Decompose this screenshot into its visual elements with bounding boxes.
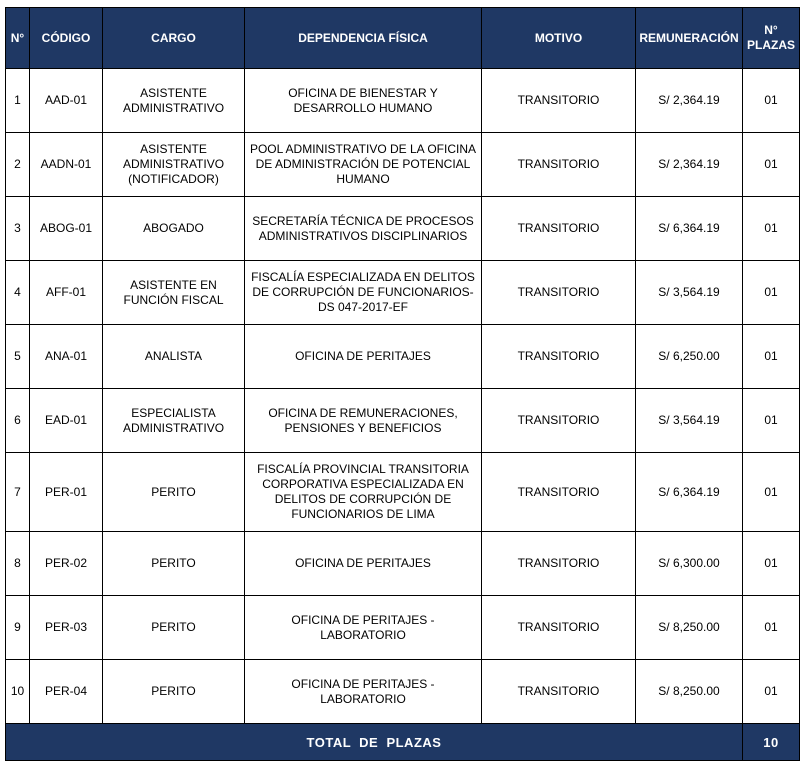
total-label: TOTAL DE PLAZAS bbox=[6, 724, 743, 761]
cell-remuneracion: S/ 8,250.00 bbox=[636, 596, 743, 660]
cell-num: 8 bbox=[6, 532, 30, 596]
cell-motivo: TRANSITORIO bbox=[482, 325, 636, 389]
cell-plazas: 01 bbox=[743, 69, 800, 133]
cell-dependencia: FISCALÍA PROVINCIAL TRANSITORIA CORPORATIVA ESPECIALIZADA EN DELITOS DE CORRUPCIÓN DE FUNCIONARIOS DE LIMA bbox=[245, 453, 482, 532]
cell-num: 6 bbox=[6, 389, 30, 453]
cell-remuneracion: S/ 6,300.00 bbox=[636, 532, 743, 596]
cell-num: 5 bbox=[6, 325, 30, 389]
table-row bbox=[6, 69, 800, 133]
cell-codigo: AADN-01 bbox=[30, 133, 103, 197]
cell-dependencia: OFICINA DE PERITAJES - LABORATORIO bbox=[245, 596, 482, 660]
table-row bbox=[6, 261, 800, 325]
cell-num: 1 bbox=[6, 69, 30, 133]
cell-remuneracion: S/ 2,364.19 bbox=[636, 133, 743, 197]
header-plazas: N° PLAZAS bbox=[743, 8, 800, 69]
cell-cargo: ASISTENTE EN FUNCIÓN FISCAL bbox=[103, 261, 245, 325]
cell-motivo: TRANSITORIO bbox=[482, 69, 636, 133]
cell-remuneracion: S/ 3,564.19 bbox=[636, 261, 743, 325]
header-codigo: CÓDIGO bbox=[30, 8, 103, 69]
cell-remuneracion: S/ 8,250.00 bbox=[636, 660, 743, 724]
cell-cargo: PERITO bbox=[103, 660, 245, 724]
cell-codigo: PER-01 bbox=[30, 453, 103, 532]
cell-cargo: ANALISTA bbox=[103, 325, 245, 389]
cell-dependencia: OFICINA DE PERITAJES bbox=[245, 325, 482, 389]
cell-remuneracion: S/ 6,364.19 bbox=[636, 453, 743, 532]
cell-dependencia: OFICINA DE PERITAJES - LABORATORIO bbox=[245, 660, 482, 724]
cell-plazas: 01 bbox=[743, 532, 800, 596]
cell-num: 10 bbox=[6, 660, 30, 724]
cell-dependencia: OFICINA DE REMUNERACIONES, PENSIONES Y BENEFICIOS bbox=[245, 389, 482, 453]
table-row bbox=[6, 532, 800, 596]
cell-motivo: TRANSITORIO bbox=[482, 261, 636, 325]
cell-codigo: ANA-01 bbox=[30, 325, 103, 389]
total-row bbox=[6, 724, 800, 761]
cell-num: 4 bbox=[6, 261, 30, 325]
cell-cargo: PERITO bbox=[103, 596, 245, 660]
plazas-table bbox=[5, 7, 800, 761]
cell-num: 3 bbox=[6, 197, 30, 261]
cell-plazas: 01 bbox=[743, 325, 800, 389]
table-header-row bbox=[6, 8, 800, 69]
cell-motivo: TRANSITORIO bbox=[482, 133, 636, 197]
header-dependencia: DEPENDENCIA FÍSICA bbox=[245, 8, 482, 69]
cell-codigo: ABOG-01 bbox=[30, 197, 103, 261]
cell-codigo: PER-03 bbox=[30, 596, 103, 660]
cell-remuneracion: S/ 6,250.00 bbox=[636, 325, 743, 389]
cell-cargo: ESPECIALISTA ADMINISTRATIVO bbox=[103, 389, 245, 453]
table-row bbox=[6, 389, 800, 453]
cell-motivo: TRANSITORIO bbox=[482, 389, 636, 453]
cell-codigo: EAD-01 bbox=[30, 389, 103, 453]
cell-motivo: TRANSITORIO bbox=[482, 453, 636, 532]
table-row bbox=[6, 133, 800, 197]
cell-dependencia: OFICINA DE PERITAJES bbox=[245, 532, 482, 596]
cell-cargo: ASISTENTE ADMINISTRATIVO bbox=[103, 69, 245, 133]
cell-dependencia: POOL ADMINISTRATIVO DE LA OFICINA DE ADMINISTRACIÓN DE POTENCIAL HUMANO bbox=[245, 133, 482, 197]
cell-dependencia: SECRETARÍA TÉCNICA DE PROCESOS ADMINISTRATIVOS DISCIPLINARIOS bbox=[245, 197, 482, 261]
table-row bbox=[6, 596, 800, 660]
header-motivo: MOTIVO bbox=[482, 8, 636, 69]
cell-plazas: 01 bbox=[743, 660, 800, 724]
cell-num: 2 bbox=[6, 133, 30, 197]
cell-plazas: 01 bbox=[743, 453, 800, 532]
cell-dependencia: FISCALÍA ESPECIALIZADA EN DELITOS DE CORRUPCIÓN DE FUNCIONARIOS- DS 047-2017-EF bbox=[245, 261, 482, 325]
cell-motivo: TRANSITORIO bbox=[482, 660, 636, 724]
cell-remuneracion: S/ 2,364.19 bbox=[636, 69, 743, 133]
table-row bbox=[6, 325, 800, 389]
cell-cargo: ASISTENTE ADMINISTRATIVO (NOTIFICADOR) bbox=[103, 133, 245, 197]
cell-num: 7 bbox=[6, 453, 30, 532]
cell-codigo: PER-04 bbox=[30, 660, 103, 724]
cell-motivo: TRANSITORIO bbox=[482, 197, 636, 261]
cell-plazas: 01 bbox=[743, 133, 800, 197]
cell-codigo: AAD-01 bbox=[30, 69, 103, 133]
cell-plazas: 01 bbox=[743, 197, 800, 261]
header-remuneracion: REMUNERACIÓN bbox=[636, 8, 743, 69]
cell-plazas: 01 bbox=[743, 261, 800, 325]
cell-num: 9 bbox=[6, 596, 30, 660]
cell-plazas: 01 bbox=[743, 596, 800, 660]
table-row bbox=[6, 453, 800, 532]
cell-codigo: AFF-01 bbox=[30, 261, 103, 325]
header-num: N° bbox=[6, 8, 30, 69]
cell-plazas: 01 bbox=[743, 389, 800, 453]
cell-remuneracion: S/ 6,364.19 bbox=[636, 197, 743, 261]
cell-cargo: PERITO bbox=[103, 532, 245, 596]
cell-cargo: PERITO bbox=[103, 453, 245, 532]
total-value: 10 bbox=[743, 724, 800, 761]
cell-motivo: TRANSITORIO bbox=[482, 532, 636, 596]
table-row bbox=[6, 660, 800, 724]
cell-remuneracion: S/ 3,564.19 bbox=[636, 389, 743, 453]
cell-cargo: ABOGADO bbox=[103, 197, 245, 261]
cell-codigo: PER-02 bbox=[30, 532, 103, 596]
table-row bbox=[6, 197, 800, 261]
cell-motivo: TRANSITORIO bbox=[482, 596, 636, 660]
cell-dependencia: OFICINA DE BIENESTAR Y DESARROLLO HUMANO bbox=[245, 69, 482, 133]
header-cargo: CARGO bbox=[103, 8, 245, 69]
